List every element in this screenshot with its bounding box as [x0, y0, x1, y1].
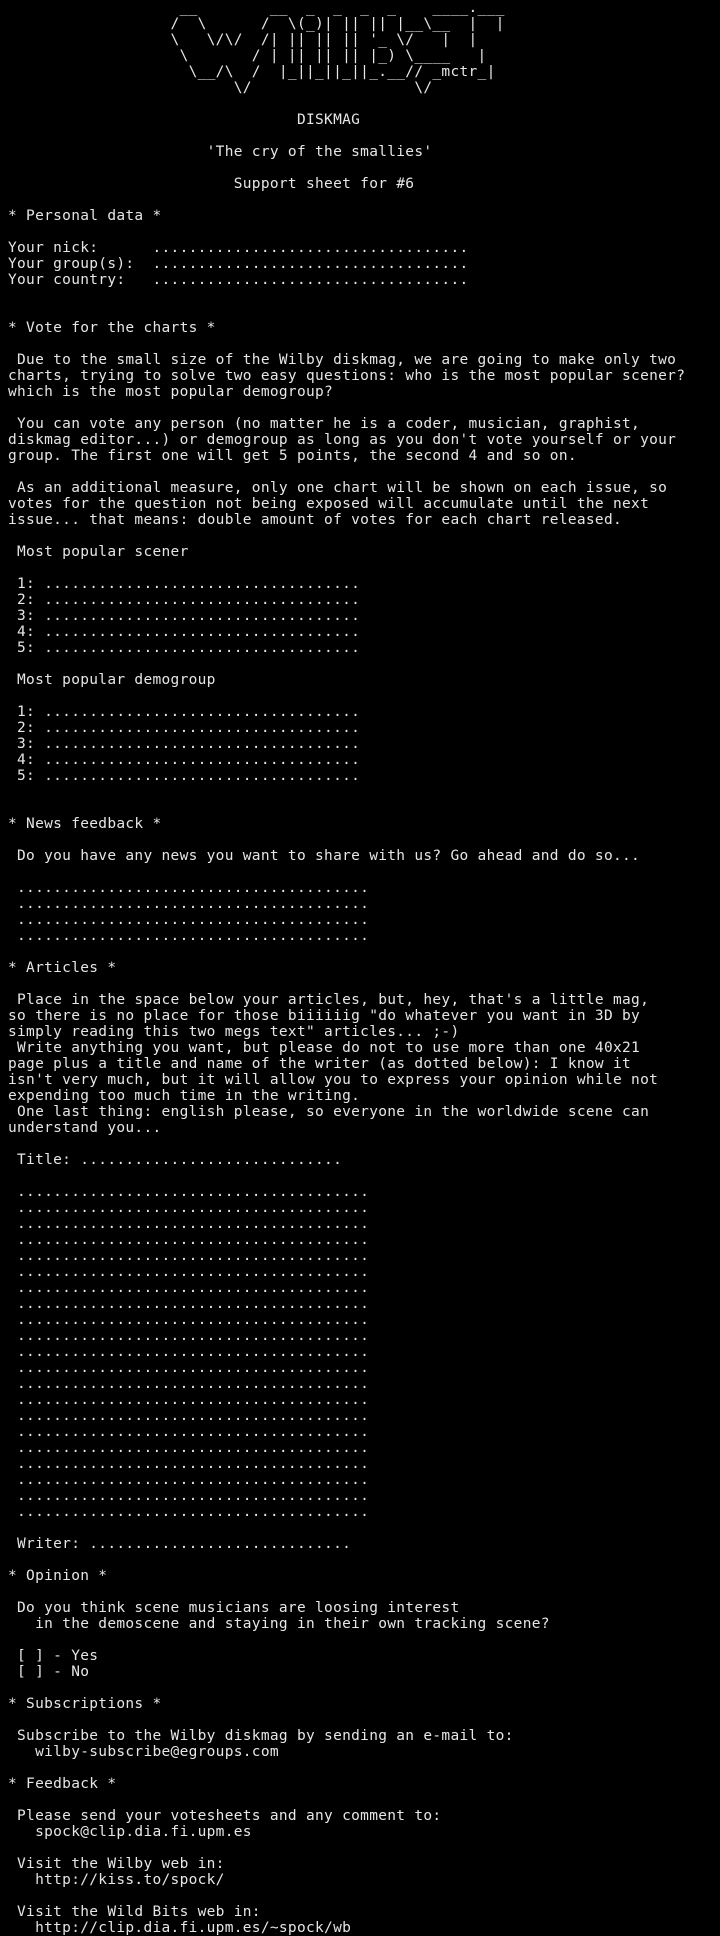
- text-line: Visit the Wild Bits web in:: [8, 1904, 261, 1920]
- text-line: .......................................: [8, 1392, 370, 1408]
- text-line: 'The cry of the smallies': [8, 144, 433, 160]
- text-line: .......................................: [8, 1184, 370, 1200]
- text-line: 4: ...................................: [8, 624, 361, 640]
- text-line: Your country: ...................................: [8, 272, 469, 288]
- text-document: [8, 0, 720, 1936]
- text-line: 4: ...................................: [8, 752, 361, 768]
- text-line: http://kiss.to/spock/: [8, 1872, 225, 1888]
- text-line: \__/\ / |_||_||_||_.__// _mctr_|: [8, 64, 496, 80]
- text-line: [8, 1168, 720, 1184]
- text-line: .......................................: [8, 1504, 370, 1520]
- text-line: [8, 1520, 720, 1536]
- text-line: [8, 560, 720, 576]
- text-line: .......................................: [8, 896, 370, 912]
- text-line: charts, trying to solve two easy questions: who is the most popular scener?: [8, 368, 686, 384]
- text-line: 1: ...................................: [8, 576, 361, 592]
- text-line: * Opinion *: [8, 1568, 108, 1584]
- text-line: .......................................: [8, 1264, 370, 1280]
- text-line: group. The first one will get 5 points, the second 4 and so on.: [8, 448, 577, 464]
- text-line: diskmag editor...) or demogroup as long as you don't vote yourself or your: [8, 432, 677, 448]
- text-line: page plus a title and name of the writer (as dotted below): I know it: [8, 1056, 632, 1072]
- text-line: Title: .............................: [8, 1152, 343, 1168]
- text-line: __ __ _ _ _ _ ____.___: [8, 0, 505, 16]
- text-line: .......................................: [8, 1248, 370, 1264]
- text-line: Subscribe to the Wilby diskmag by sending an e-mail to:: [8, 1728, 514, 1744]
- text-line: As an additional measure, only one chart will be shown on each issue, so: [8, 480, 668, 496]
- text-line: 3: ...................................: [8, 736, 361, 752]
- text-line: understand you...: [8, 1120, 162, 1136]
- text-line: issue... that means: double amount of votes for each chart released.: [8, 512, 623, 528]
- text-line: votes for the question not being exposed will accumulate until the next: [8, 496, 650, 512]
- text-line: http://clip.dia.fi.upm.es/~spock/wb: [8, 1920, 352, 1936]
- text-line: isn't very much, but it will allow you to express your opinion while not: [8, 1072, 659, 1088]
- text-line: .......................................: [8, 1360, 370, 1376]
- text-line: [8, 528, 720, 544]
- text-line: [8, 1680, 720, 1696]
- text-line: .......................................: [8, 1216, 370, 1232]
- text-line: * Vote for the charts *: [8, 320, 216, 336]
- text-line: [8, 1760, 720, 1776]
- text-line: so there is no place for those biiiiiig "do whatever you want in 3D by: [8, 1008, 641, 1024]
- text-line: [8, 96, 720, 112]
- text-line: One last thing: english please, so everyone in the worldwide scene can: [8, 1104, 650, 1120]
- text-line: * Feedback *: [8, 1776, 117, 1792]
- text-line: Support sheet for #6: [8, 176, 415, 192]
- text-line: [8, 832, 720, 848]
- text-line: DISKMAG: [8, 112, 361, 128]
- text-line: \ / | || || || |_) \____ |: [8, 48, 487, 64]
- text-line: \/ \/: [8, 80, 433, 96]
- text-line: [8, 656, 720, 672]
- text-line: wilby-subscribe@egroups.com: [8, 1744, 279, 1760]
- text-line: .......................................: [8, 1232, 370, 1248]
- text-line: .......................................: [8, 1488, 370, 1504]
- text-line: * Articles *: [8, 960, 117, 976]
- text-line: [8, 128, 720, 144]
- text-line: .......................................: [8, 880, 370, 896]
- text-line: Your group(s): ...................................: [8, 256, 469, 272]
- text-line: / \ / \(_)| || || |__\__ | |: [8, 16, 505, 32]
- text-line: .......................................: [8, 1472, 370, 1488]
- text-line: * News feedback *: [8, 816, 162, 832]
- text-line: .......................................: [8, 1328, 370, 1344]
- text-line: [8, 464, 720, 480]
- text-line: [8, 288, 720, 304]
- text-line: .......................................: [8, 1376, 370, 1392]
- text-line: Please send your votesheets and any comment to:: [8, 1808, 442, 1824]
- text-line: [8, 192, 720, 208]
- text-line: 1: ...................................: [8, 704, 361, 720]
- text-line: Most popular scener: [8, 544, 189, 560]
- text-line: [ ] - No: [8, 1664, 90, 1680]
- text-line: [8, 864, 720, 880]
- text-line: [8, 304, 720, 320]
- text-line: .......................................: [8, 1200, 370, 1216]
- text-line: 2: ...................................: [8, 720, 361, 736]
- text-line: .......................................: [8, 1424, 370, 1440]
- text-line: Place in the space below your articles, but, hey, that's a little mag,: [8, 992, 650, 1008]
- text-line: \ \/\/ /| || || || '_ \/ | |: [8, 32, 478, 48]
- text-line: [8, 336, 720, 352]
- text-line: [8, 400, 720, 416]
- text-line: simply reading this two megs text" articles... ;-): [8, 1024, 460, 1040]
- text-line: [8, 784, 720, 800]
- text-line: * Personal data *: [8, 208, 162, 224]
- text-line: [8, 1552, 720, 1568]
- text-line: [8, 1712, 720, 1728]
- text-line: Your nick: ...................................: [8, 240, 469, 256]
- text-line: Most popular demogroup: [8, 672, 216, 688]
- text-line: [8, 1632, 720, 1648]
- text-line: [8, 1584, 720, 1600]
- text-line: .......................................: [8, 1408, 370, 1424]
- text-line: [8, 976, 720, 992]
- text-line: .......................................: [8, 912, 370, 928]
- text-line: [8, 160, 720, 176]
- text-line: in the demoscene and staying in their own tracking scene?: [8, 1616, 550, 1632]
- text-line: * Subscriptions *: [8, 1696, 162, 1712]
- text-line: expending too much time in the writing.: [8, 1088, 361, 1104]
- text-line: Due to the small size of the Wilby diskmag, we are going to make only two: [8, 352, 677, 368]
- text-line: .......................................: [8, 1344, 370, 1360]
- text-line: 2: ...................................: [8, 592, 361, 608]
- text-line: .......................................: [8, 1280, 370, 1296]
- text-line: [8, 1840, 720, 1856]
- text-line: .......................................: [8, 1456, 370, 1472]
- text-line: [8, 224, 720, 240]
- text-line: [8, 1792, 720, 1808]
- text-line: You can vote any person (no matter he is a coder, musician, graphist,: [8, 416, 641, 432]
- text-line: 5: ...................................: [8, 768, 361, 784]
- text-line: .......................................: [8, 1440, 370, 1456]
- text-line: .......................................: [8, 1312, 370, 1328]
- text-line: [8, 1888, 720, 1904]
- text-line: Writer: .............................: [8, 1536, 352, 1552]
- text-line: Write anything you want, but please do not to use more than one 40x21: [8, 1040, 641, 1056]
- text-line: [8, 688, 720, 704]
- text-line: 3: ...................................: [8, 608, 361, 624]
- text-line: [8, 1136, 720, 1152]
- text-line: [8, 944, 720, 960]
- text-line: [ ] - Yes: [8, 1648, 99, 1664]
- text-line: Visit the Wilby web in:: [8, 1856, 225, 1872]
- text-line: [8, 800, 720, 816]
- text-line: Do you have any news you want to share with us? Go ahead and do so...: [8, 848, 641, 864]
- text-line: .......................................: [8, 1296, 370, 1312]
- text-line: which is the most popular demogroup?: [8, 384, 334, 400]
- text-line: .......................................: [8, 928, 370, 944]
- text-line: spock@clip.dia.fi.upm.es: [8, 1824, 252, 1840]
- text-line: Do you think scene musicians are loosing interest: [8, 1600, 460, 1616]
- text-line: 5: ...................................: [8, 640, 361, 656]
